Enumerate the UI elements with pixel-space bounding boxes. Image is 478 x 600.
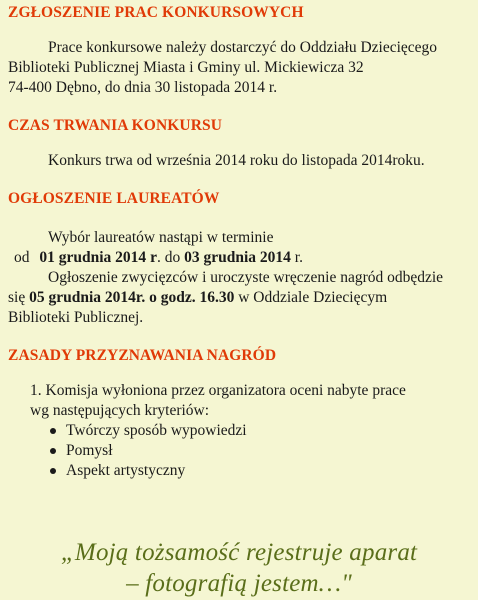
criterion-item: Aspekt artystyczny [66,462,186,479]
laureates-line-4 [8,288,476,308]
bullet-icon [50,448,56,454]
laureates-line-5: Biblioteki Publicznej. [8,309,144,326]
laureates-line-3: Ogłoszenie zwycięzców i uroczyste wręczenie nagród odbędzie [48,269,444,286]
motto-line-1: „Moją tożsamość rejestruje aparat [60,539,418,566]
laureates-line-1: Wybór laureatów nastąpi w terminie [48,229,274,246]
text-fragment: się [8,289,30,306]
submission-line-1: Prace konkursowe należy dostarczyć do Oddziału Dziecięcego [48,39,438,56]
date-start: 01 grudnia 2014 [39,249,147,266]
section-heading-submission: ZGŁOSZENIE PRAC KONKURSOWYCH [8,4,304,21]
bullet-icon [50,468,56,474]
text-fragment: . do [156,249,185,266]
section-heading-awards-rules: ZASADY PRZYZNAWANIA NAGRÓD [8,347,277,364]
submission-line-3: 74-400 Dębno, do dnia 30 listopada 2014 r. [8,79,278,96]
text-fragment: r [146,249,157,266]
text-fragment: w Oddziale Dziecięcym [234,289,388,306]
bullet-icon [50,428,56,434]
criterion-item: Pomysł [66,442,113,459]
submission-line-2: Biblioteki Publicznej Miasta i Gminy ul. Mickiewicza 32 [8,59,364,76]
ceremony-date-time: 05 grudnia 2014r. o godz. 16.30 [29,289,235,306]
criterion-item: Twórczy sposób wypowiedzi [66,422,247,439]
section-heading-laureates: OGŁOSZENIE LAUREATÓW [8,190,220,207]
awards-line-1: 1. Komisja wyłoniona przez organizatora oceni nabyte prace [30,382,406,399]
motto-line-2: – fotografią jestem…" [126,570,352,597]
awards-line-2: wg następujących kryteriów: [30,402,210,419]
laureates-line-2 [14,248,303,268]
section-heading-duration: CZAS TRWANIA KONKURSU [8,117,223,134]
text-fragment: r. [290,249,303,266]
duration-line-1: Konkurs trwa od września 2014 roku do listopada 2014roku. [48,152,425,169]
date-end: 03 grudnia 2014 [184,249,291,266]
text-fragment: od [14,249,34,266]
